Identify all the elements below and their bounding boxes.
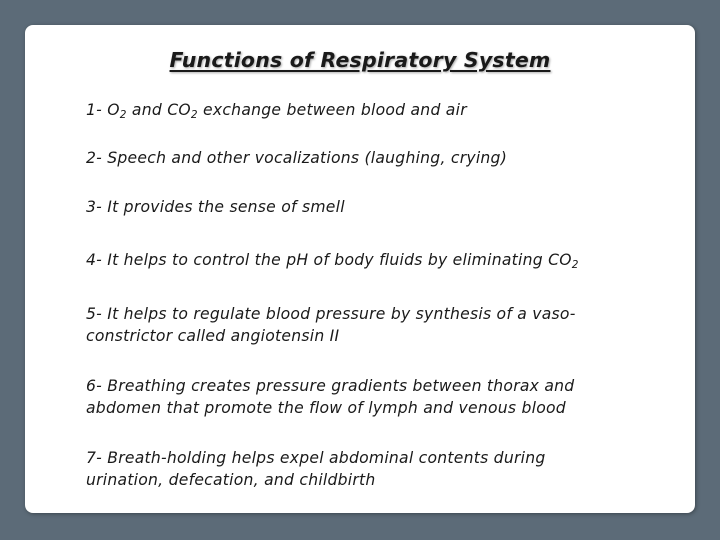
item-1-text-end: exchange between blood and air xyxy=(197,101,467,119)
list-item-2: 2- Speech and other vocalizations (laughing, crying) xyxy=(86,149,508,167)
item-1-co2-subscript: 2 xyxy=(190,109,198,121)
item-4-co2-subscript: 2 xyxy=(571,259,579,271)
slide-title: Functions of Respiratory System xyxy=(169,48,551,72)
list-item-4 xyxy=(86,249,579,271)
item-4-text: 4- It helps to control the pH of body fluids by eliminating CO xyxy=(86,251,572,269)
list-item-1 xyxy=(86,99,467,121)
list-item-6: 6- Breathing creates pressure gradients between thorax and abdomen that promote the flow of lymph and venous blood xyxy=(86,377,575,417)
item-1-text-middle: and CO xyxy=(126,101,191,119)
list-item-3: 3- It provides the sense of smell xyxy=(86,198,345,216)
slide-card xyxy=(25,25,695,513)
item-1-o2-subscript: 2 xyxy=(119,109,127,121)
list-item-7: 7- Breath-holding helps expel abdominal contents during urination, defecation, and childbirth xyxy=(86,449,546,489)
list-item-5: 5- It helps to regulate blood pressure by synthesis of a vaso- constrictor called angiotensin II xyxy=(86,305,576,345)
item-1-text-start: 1- O xyxy=(86,101,120,119)
